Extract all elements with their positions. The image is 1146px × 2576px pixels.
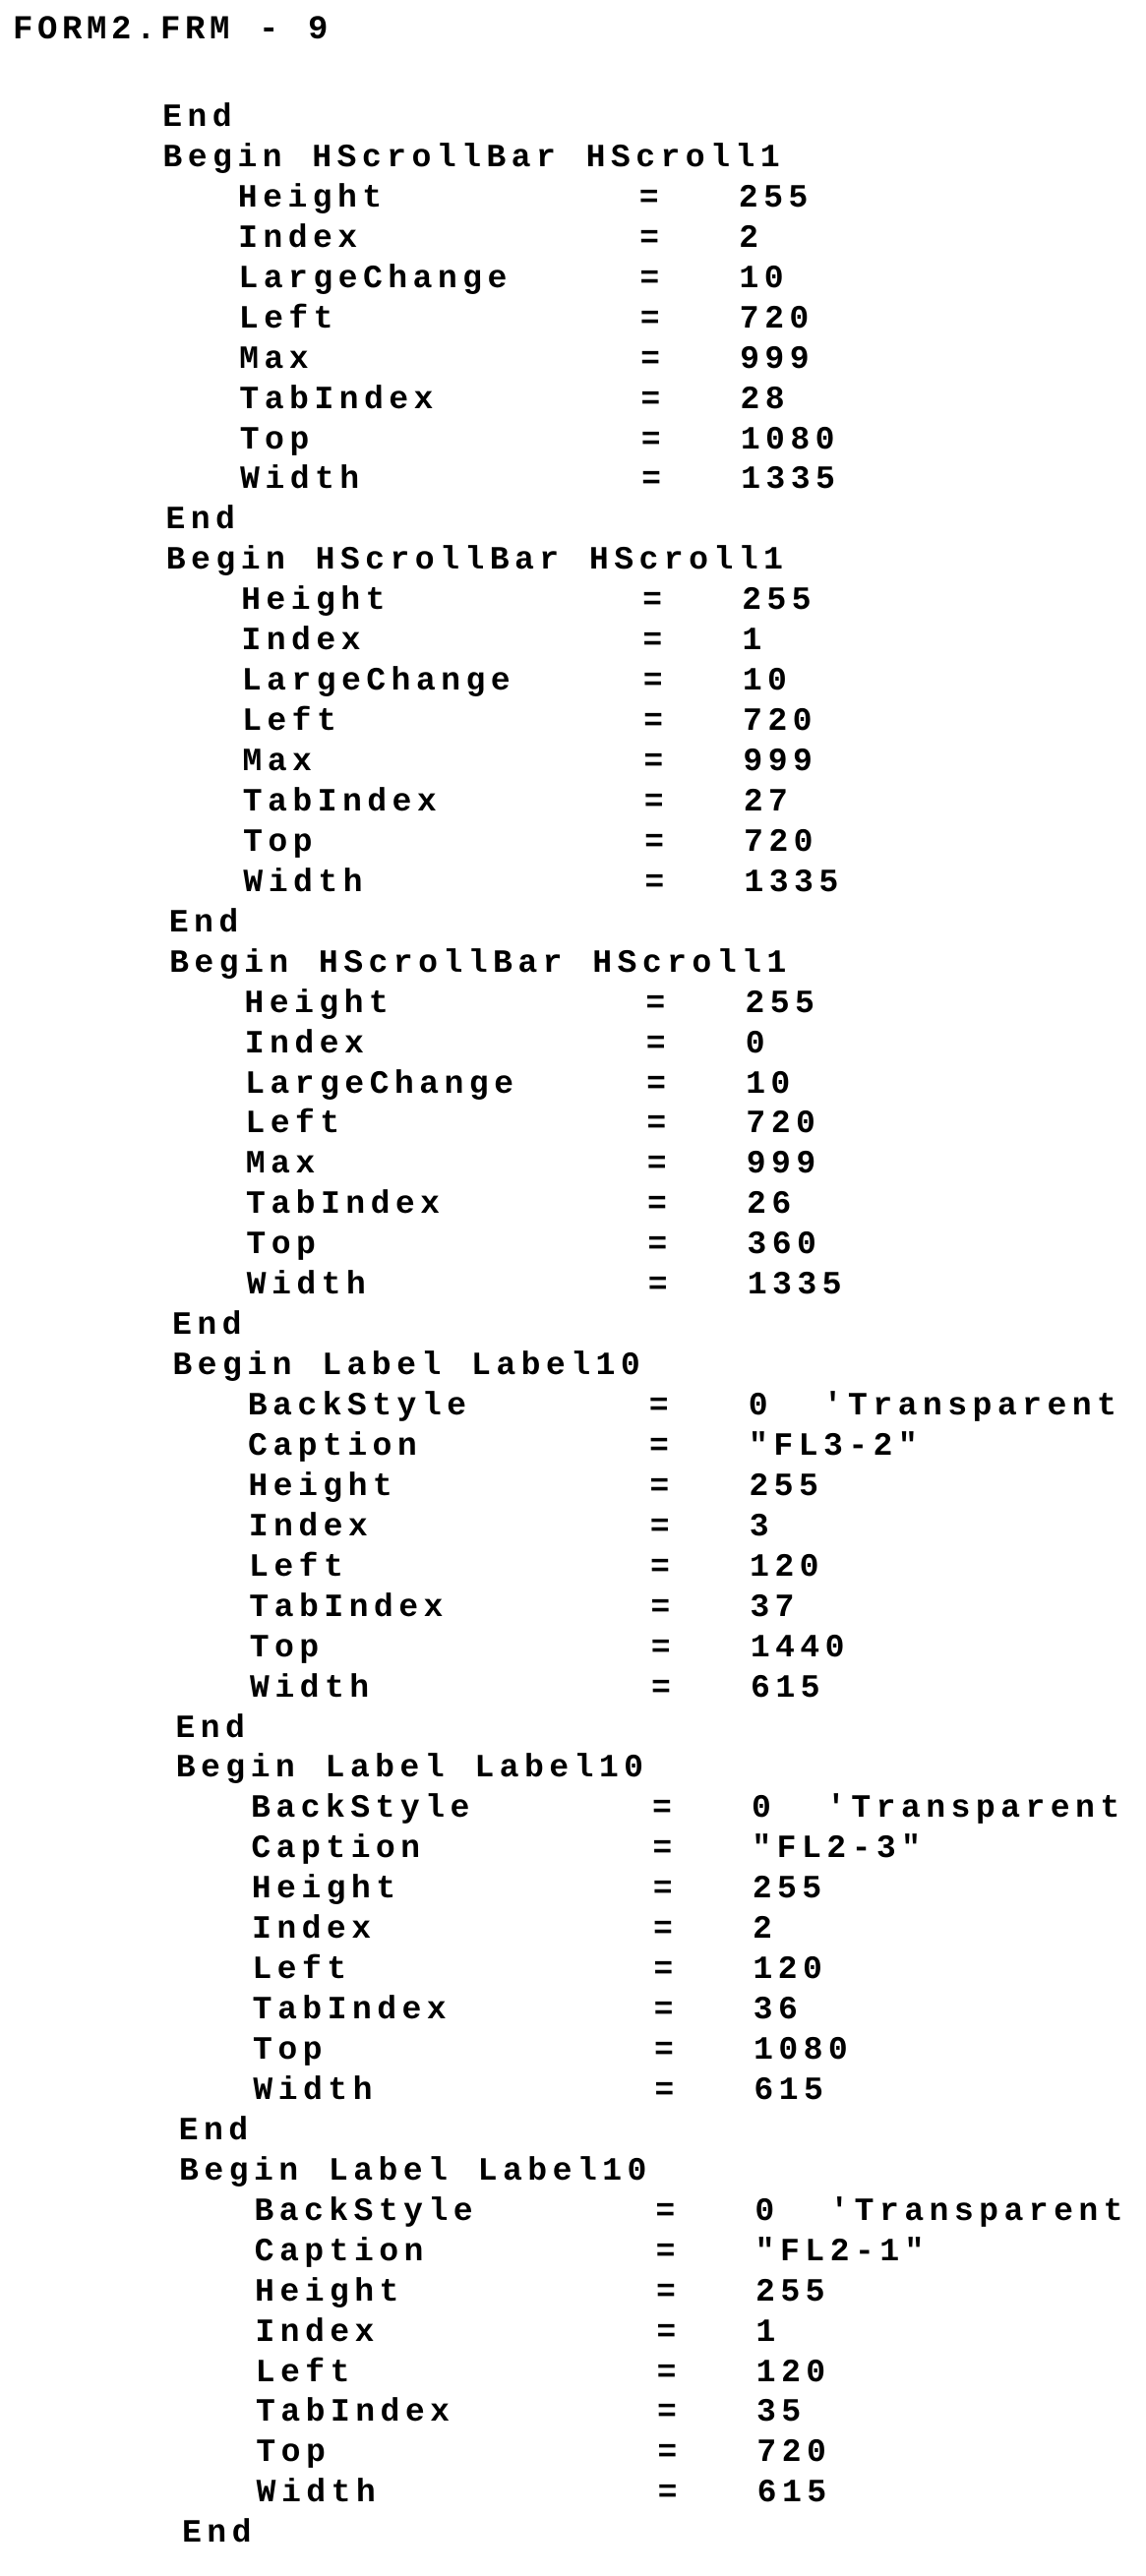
equals-sign: = [657,2434,683,2472]
property-name: Left [255,2354,356,2391]
property-row [174,1588,801,1629]
end-statement [162,98,312,139]
property-name: Index [255,2313,381,2351]
property-value: 0 [745,1025,771,1062]
property-value: 2 [752,1911,778,1948]
control-block [175,1749,1125,2151]
property-value: 999 [739,340,815,378]
property-name: Height [240,582,392,620]
begin-declaration: Begin Label Label10 [172,1348,646,1385]
property-row [174,1508,775,1548]
property-value: 35 [755,2394,807,2431]
equals-sign: = [640,461,667,499]
property-name: BackStyle [247,1388,472,1424]
property-name: Index [251,1911,377,1948]
begin-statement [172,1347,646,1387]
property-value: 255 [745,985,820,1022]
property-name: LargeChange [241,663,516,700]
property-name: Top [249,1629,325,1666]
equals-sign: = [648,1427,675,1465]
property-row [173,1387,1122,1427]
begin-statement [178,2152,652,2192]
property-row [177,1950,828,1991]
code-listing [162,98,1129,2554]
property-row [173,1468,824,1508]
property-row [181,2354,831,2394]
property-row [180,2273,831,2313]
property-name: Top [239,421,315,458]
property-value: 615 [754,2071,829,2109]
property-comment: 'Transparent [822,1388,1122,1424]
property-value: 1335 [740,461,841,499]
property-value: 255 [741,582,817,620]
property-name: Index [244,1025,370,1062]
property-row [164,300,814,340]
equals-sign: = [652,1871,679,1908]
property-value: 36 [753,1992,804,2029]
property-row [181,2433,832,2474]
property-value: 27 [743,783,794,820]
equals-sign: = [649,1548,676,1586]
equals-sign: = [655,2192,681,2230]
property-value: 26 [746,1186,797,1224]
property-name: Top [242,823,319,861]
equals-sign: = [657,2475,684,2512]
property-comment: 'Transparent [825,1790,1125,1827]
property-row [167,662,793,702]
property-value: 10 [742,663,793,700]
equals-sign: = [647,1267,674,1304]
control-block [162,139,841,541]
property-name: Index [248,1508,374,1545]
equals-sign: = [645,985,671,1022]
property-row [163,219,764,260]
property-comment: 'Transparent [829,2192,1129,2230]
property-row [180,2233,931,2273]
property-row [163,179,814,219]
control-block [172,1347,1122,1749]
property-row [166,622,767,662]
end-statement [165,501,315,541]
equals-sign: = [651,1790,678,1827]
property-value: 120 [753,1951,828,1989]
property-name: Left [245,1106,345,1143]
equals-sign: = [645,1025,672,1062]
property-row [171,1226,822,1266]
property-value: 720 [739,300,814,337]
property-row [177,1910,778,1950]
end-keyword: End [171,1307,248,1345]
equals-sign: = [643,823,670,861]
property-row [176,1829,927,1870]
end-statement [169,904,319,944]
control-block [165,541,844,943]
property-row [167,702,818,743]
end-keyword: End [181,2515,258,2552]
property-row [171,1145,821,1185]
property-row [171,1185,797,1226]
property-name: Caption [247,1427,423,1465]
end-statement [172,1306,322,1347]
begin-declaration: Begin Label Label10 [175,1750,649,1787]
property-name: Left [238,300,339,337]
equals-sign: = [650,1669,677,1707]
property-value: 120 [749,1548,825,1586]
property-row [173,1427,924,1468]
property-row [165,460,841,501]
end-keyword: End [168,904,244,941]
property-row [179,2192,1129,2233]
property-name: TabIndex [242,783,443,820]
property-name: Top [246,1227,322,1264]
property-name: Max [242,744,318,780]
property-row [180,2313,781,2354]
property-row [177,1870,827,1910]
property-name: Width [246,1267,372,1304]
property-name: Width [256,2475,382,2512]
property-row [168,823,819,864]
property-row [170,1025,771,1065]
property-value: "FL2-1" [754,2233,931,2270]
begin-declaration: Begin HScrollBar HScroll1 [162,139,786,176]
property-row [176,1789,1125,1829]
property-value: 28 [740,381,791,418]
property-value: 999 [743,744,818,780]
property-row [164,381,791,421]
property-row [166,581,817,622]
property-name: Top [252,2032,329,2068]
property-row [175,1629,851,1669]
property-name: LargeChange [244,1065,519,1103]
property-value: 255 [749,1468,824,1505]
equals-sign: = [645,1065,672,1103]
control-blocks [162,139,1129,2554]
equals-sign: = [653,1992,680,2029]
equals-sign: = [649,1508,676,1545]
equals-sign: = [644,864,670,901]
property-row [163,260,790,300]
begin-statement [162,139,786,179]
property-row [175,1669,826,1709]
begin-declaration: Begin HScrollBar HScroll1 [165,542,789,579]
equals-sign: = [655,2273,682,2310]
property-name: Width [249,1669,375,1707]
property-name: TabIndex [245,1186,446,1224]
property-name: Height [248,1468,398,1505]
property-name: Top [256,2434,332,2472]
property-value: 0 [754,2192,780,2230]
property-row [178,2071,829,2112]
equals-sign: = [639,260,665,297]
page-title: FORM2.FRM - 9 [13,12,333,49]
equals-sign: = [639,340,666,378]
property-value: 0 [748,1388,774,1424]
end-keyword: End [165,502,241,539]
equals-sign: = [655,2233,682,2270]
begin-statement [165,541,789,581]
equals-sign: = [646,1106,672,1143]
end-keyword: End [178,2112,254,2149]
equals-sign: = [639,300,666,337]
property-row [169,985,820,1025]
property-name: Max [238,340,315,378]
property-value: 720 [742,703,818,741]
property-name: TabIndex [255,2394,455,2431]
property-value: 1335 [747,1267,848,1304]
property-name: Caption [251,1830,426,1868]
property-value: 10 [739,260,790,297]
property-value: 37 [750,1588,801,1626]
property-value: 360 [747,1227,822,1264]
equals-sign: = [646,1146,673,1183]
equals-sign: = [640,381,666,418]
equals-sign: = [656,2313,682,2351]
begin-statement [168,944,792,985]
equals-sign: = [641,582,668,620]
property-name: TabIndex [249,1588,450,1626]
end-statement [175,1709,325,1750]
equals-sign: = [646,1186,673,1224]
control-block [168,944,848,1347]
equals-sign: = [642,703,669,741]
property-name: Height [251,1871,401,1908]
property-value: 1 [742,623,767,660]
equals-sign: = [656,2354,683,2391]
property-name: Height [244,985,394,1022]
property-value: 1 [755,2313,781,2351]
equals-sign: = [648,1388,675,1424]
equals-sign: = [642,663,669,700]
property-row [174,1548,825,1588]
property-value: 255 [738,179,814,216]
begin-statement [175,1749,649,1789]
equals-sign: = [653,1951,679,1989]
property-value: 720 [743,823,819,861]
property-row [178,1991,804,2031]
equals-sign: = [652,1911,679,1948]
equals-sign: = [647,1227,673,1264]
property-name: Left [248,1548,349,1586]
property-value: "FL2-3" [752,1830,927,1868]
equals-sign: = [638,179,665,216]
equals-sign: = [639,219,665,257]
begin-declaration: Begin Label Label10 [178,2152,652,2189]
property-name: Left [241,703,342,741]
property-value: 999 [746,1146,821,1183]
end-statement [182,2514,332,2554]
property-value: 720 [746,1106,821,1143]
property-value: 3 [749,1508,775,1545]
property-name: TabIndex [239,381,440,418]
property-row [168,864,844,904]
property-value: 720 [756,2434,832,2472]
property-name: Width [239,461,365,499]
property-row [167,743,818,783]
equals-sign: = [654,2071,680,2109]
property-value: 1335 [744,864,844,901]
property-value: 255 [752,1871,827,1908]
property-name: BackStyle [254,2192,479,2230]
property-row [165,421,841,461]
property-row [164,340,815,381]
property-name: Index [238,219,363,257]
property-value: 615 [750,1669,826,1707]
property-row [170,1105,821,1145]
property-name: BackStyle [250,1790,475,1827]
property-row [178,2031,854,2071]
property-value: 1440 [750,1629,851,1666]
end-keyword: End [162,99,238,136]
control-block [178,2152,1129,2554]
property-value: "FL3-2" [748,1427,924,1465]
property-row [168,783,794,823]
equals-sign: = [650,1629,677,1666]
property-name: TabIndex [252,1992,452,2029]
property-row [170,1065,796,1106]
property-name: Index [241,623,367,660]
property-value: 1080 [753,2032,854,2068]
begin-declaration: Begin HScrollBar HScroll1 [168,944,792,982]
property-value: 615 [756,2475,832,2512]
property-value: 120 [755,2354,831,2391]
property-name: Left [252,1951,352,1989]
property-row [181,2393,807,2433]
equals-sign: = [653,2032,680,2068]
property-name: Width [253,2071,379,2109]
equals-sign: = [640,421,667,458]
equals-sign: = [642,623,668,660]
property-value: 10 [745,1065,796,1103]
property-row [172,1266,848,1306]
property-name: Height [237,179,388,216]
equals-sign: = [643,783,670,820]
equals-sign: = [656,2394,683,2431]
property-value: 1080 [740,421,841,458]
end-statement [179,2112,329,2152]
property-row [182,2474,832,2514]
property-value: 255 [754,2273,831,2310]
equals-sign: = [649,1468,675,1505]
property-value: 0 [751,1790,777,1827]
equals-sign: = [652,1830,678,1868]
property-name: LargeChange [238,260,513,297]
property-name: Max [245,1146,321,1183]
equals-sign: = [643,744,669,780]
property-value: 2 [739,219,764,257]
property-name: Width [243,864,369,901]
equals-sign: = [650,1588,676,1626]
property-name: Height [254,2273,405,2310]
end-keyword: End [175,1709,251,1747]
property-name: Caption [254,2233,430,2270]
